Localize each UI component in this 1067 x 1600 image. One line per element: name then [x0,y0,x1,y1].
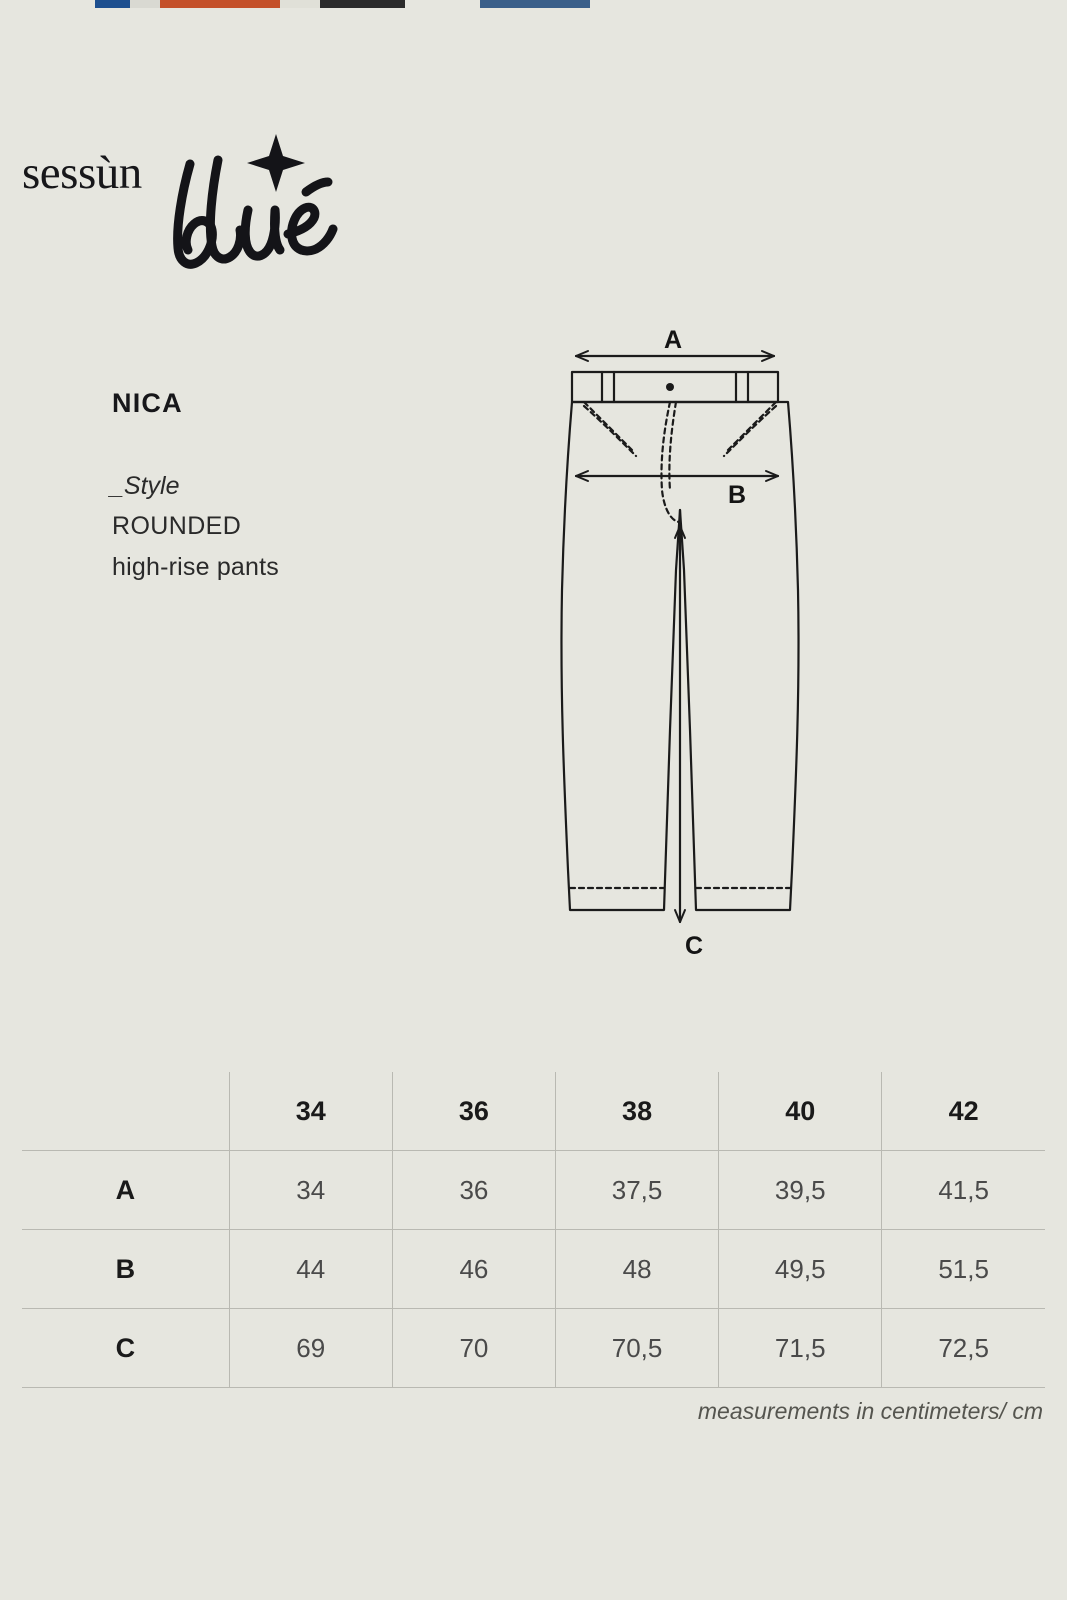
cell-a-40: 39,5 [719,1151,882,1230]
brand-logo [22,130,366,295]
size-table-container [22,1072,1045,1388]
measure-label-b: B [22,1230,229,1309]
size-header-42: 42 [882,1072,1045,1151]
brand-script-logo [156,130,366,295]
measurement-units-note: measurements in centimeters/ cm [697,1398,1043,1424]
page-title: NICA [112,388,183,418]
style-line-2: high-rise pants [112,553,279,581]
table-corner-cell [22,1072,229,1151]
pants-drawing-svg [540,310,840,940]
top-color-stripe [0,0,1067,8]
table-header-row [22,1072,1045,1151]
cell-c-34: 69 [229,1309,392,1388]
cell-c-42: 72,5 [882,1309,1045,1388]
table-row [22,1309,1045,1388]
size-header-34: 34 [229,1072,392,1151]
cell-b-42: 51,5 [882,1230,1045,1309]
stripe-segment-6 [405,0,480,8]
stripe-segment-8 [590,0,1067,8]
stripe-segment-7 [480,0,590,8]
style-label: _Style [110,472,180,500]
pants-technical-drawing [540,310,840,945]
table-row [22,1151,1045,1230]
four-point-star-icon [247,134,305,192]
cell-c-40: 71,5 [719,1309,882,1388]
stripe-segment-2 [130,0,160,8]
dimension-letter-b: B [728,481,747,509]
cell-a-42: 41,5 [882,1151,1045,1230]
measure-label-a: A [22,1151,229,1230]
size-header-40: 40 [719,1072,882,1151]
size-header-38: 38 [556,1072,719,1151]
cell-a-36: 36 [392,1151,555,1230]
cell-b-34: 44 [229,1230,392,1309]
cell-c-36: 70 [392,1309,555,1388]
dimension-letter-c: C [685,932,704,960]
size-chart-table [22,1072,1045,1388]
table-row [22,1230,1045,1309]
style-line-1: ROUNDED [112,512,242,540]
stripe-segment-0 [0,0,95,8]
stripe-segment-3 [160,0,280,8]
stripe-segment-4 [280,0,320,8]
cell-b-40: 49,5 [719,1230,882,1309]
stripe-segment-1 [95,0,130,8]
measure-label-c: C [22,1309,229,1388]
cell-b-38: 48 [556,1230,719,1309]
blue-script-svg [156,130,366,290]
cell-a-34: 34 [229,1151,392,1230]
stripe-segment-5 [320,0,405,8]
cell-b-36: 46 [392,1230,555,1309]
cell-a-38: 37,5 [556,1151,719,1230]
dimension-letter-a: A [664,326,683,354]
size-header-36: 36 [392,1072,555,1151]
cell-c-38: 70,5 [556,1309,719,1388]
brand-wordmark: sessùn [22,147,142,199]
